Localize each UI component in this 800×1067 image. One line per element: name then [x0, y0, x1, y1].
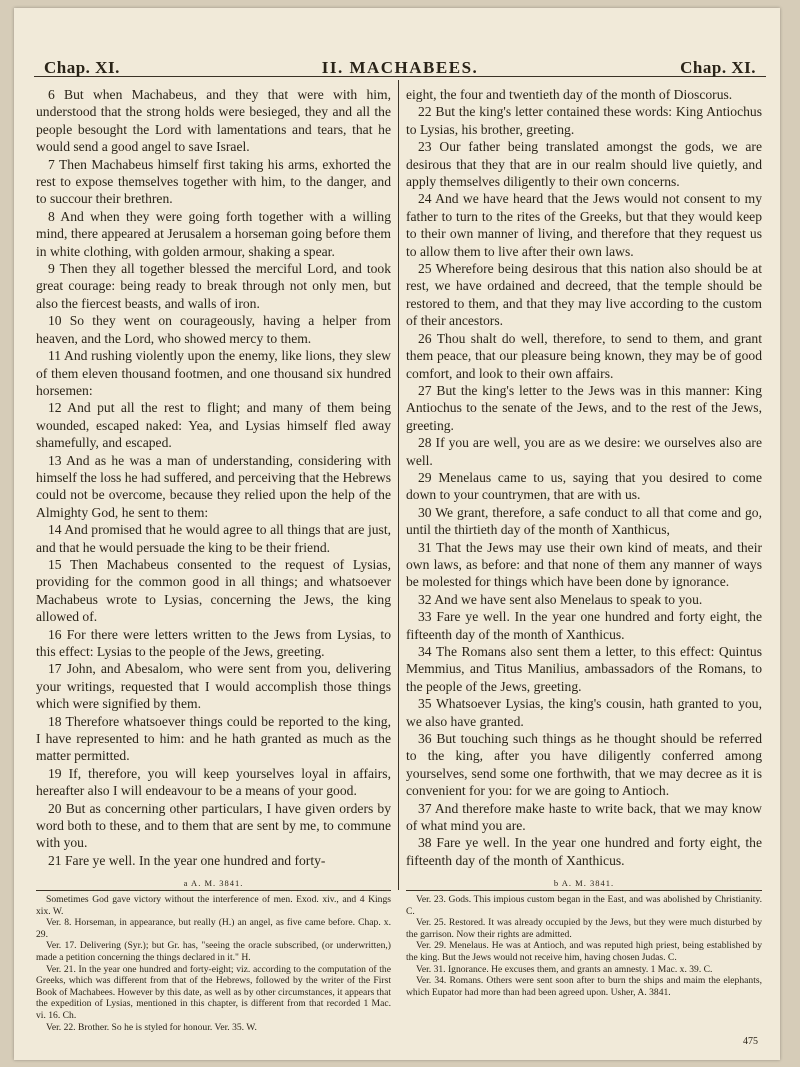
footnotes-right	[406, 894, 762, 998]
page-number: 475	[743, 1036, 758, 1047]
verse: 34 The Romans also sent them a letter, to this effect: Quintus Memmius, and Titus Manilius, ambassadors of the Romans, to the people of the Jews, greeting.	[406, 644, 762, 694]
verse: 11 And rushing violently upon the enemy, like lions, they slew of them eleven thousand footmen, and one thousand six hundred horsemen:	[36, 348, 391, 398]
verse: 27 But the king's letter to the Jews was in this manner: King Antiochus to the senate of the Jews, and to the rest of the Jews, greeting.	[406, 382, 762, 433]
book-page	[14, 8, 780, 1060]
column-divider	[398, 80, 399, 890]
footnote: Ver. 29. Menelaus. He was at Antioch, and was reputed high priest, being established by the king. But the Jews would not receive him, having chosen Judas. C.	[406, 940, 762, 963]
verse: 6 But when Machabeus, and they that were with him, understood that the strong holds were besieged, they and all the people besought the Lord with lamentations and tears, that he would send a good angel to save Israel.	[36, 87, 391, 155]
footnote: Sometimes God gave victory without the interference of men. Exod. xiv., and 4 Kings xix. W.	[36, 894, 391, 917]
verse: 25 Wherefore being desirous that this nation also should be at rest, we have ordained and decreed, that the temple should be restored to them, and that they may live according to the custom of their ancestors.	[406, 261, 762, 329]
chapter-label-right: Chap. XI.	[680, 58, 756, 77]
verse: 9 Then they all together blessed the merciful Lord, and took great courage: being ready to break through not only men, but also the fiercest beasts, and walls of iron.	[36, 261, 391, 311]
footnote-rule-left	[36, 890, 391, 891]
verse: 14 And promised that he would agree to all things that are just, and that he would persuade the king to be their friend.	[36, 522, 391, 555]
date-note-left: a A. M. 3841.	[183, 878, 244, 888]
verse: 33 Fare ye well. In the year one hundred and forty eight, the fifteenth day of the month of Xanthicus.	[406, 609, 762, 642]
running-header	[34, 46, 766, 77]
verse: 36 But touching such things as he thought should be referred to the king, after you have diligently conferred among yourselves, send some one forthwith, that we may decree as it is convenient for you: for we are going to Antioch.	[406, 731, 762, 799]
verse: 28 If you are well, you are as we desire: we ourselves also are well.	[406, 435, 762, 468]
footnote: Ver. 22. Brother. So he is styled for honour. Ver. 35. W.	[46, 1021, 257, 1033]
footnotes-left	[36, 894, 391, 1033]
footnote: Ver. 23. Gods. This impious custom began in the East, and was abolished by Christianity. C.	[406, 894, 762, 917]
footnote: Ver. 17. Delivering (Syr.); but Gr. has, "seeing the oracle subscribed, (or underwritten,) made a petition concerning the things declared in it." H.	[36, 940, 391, 963]
verse: 31 That the Jews may use their own kind of meats, and their own laws, as before: and that none of them any manner of ways be molested for things which have been done by ignorance.	[406, 539, 762, 590]
footnote: Ver. 25. Restored. It was already occupied by the Jews, but they were much disturbed by the garrison. Now their rights are admitted.	[406, 917, 762, 940]
date-note-right: b A. M. 3841.	[553, 878, 615, 888]
book-title: II. MACHABEES.	[321, 58, 479, 77]
verse: 8 And when they were going forth together with a willing mind, there appeared at Jerusalem a horseman going before them in white clothing, with golden armour, shaking a spear.	[36, 208, 391, 259]
footnote: Ver. 21. In the year one hundred and forty-eight; viz. according to the computation of the Greeks, which was different from that of the Hebrews, followed by the writer of the First Book of Machabees. However by this date, as well as by other circumstances, it appears that the expedition of Lysias, mentioned in this chapter, is different from that recorded 1 Mac. vi. 16. Ch.	[36, 963, 391, 1021]
verse: eight, the four and twentieth day of the month of Dioscorus.	[406, 87, 733, 102]
verse: 7 Then Machabeus himself first taking his arms, exhorted the rest to expose themselves together with him, to the danger, and to succour their brethren.	[36, 156, 391, 207]
verse: 16 For there were letters written to the Jews from Lysias, to this effect: Lysias to the people of the Jews, greeting.	[36, 626, 391, 659]
verse: 22 But the king's letter contained these words: King Antiochus to Lysias, his brother, greeting.	[406, 104, 762, 137]
verse: 29 Menelaus came to us, saying that you desired to come down to your countrymen, that are with us.	[406, 469, 762, 503]
verse: 38 Fare ye well. In the year one hundred and forty eight, the fifteenth day of the month of Xanthicus.	[406, 835, 762, 868]
left-column	[36, 86, 391, 886]
verse: 19 If, therefore, you will keep yourselves loyal in affairs, hereafter also I will endeavour to be a means of your good.	[36, 765, 391, 799]
verse: 26 Thou shalt do well, therefore, to send to them, and grant them peace, that our pleasure being known, they may be of good comfort, and look to their own affairs.	[406, 330, 762, 381]
chapter-label-left: Chap. XI.	[44, 58, 120, 77]
verse: 30 We grant, therefore, a safe conduct to all that come and go, until the thirtieth day of the month of Xanthicus,	[406, 504, 762, 538]
verse: 12 And put all the rest to flight; and many of them being wounded, escaped naked: Yea, and Lysias himself fled away shamefully, and escaped.	[36, 400, 391, 451]
verse: 15 Then Machabeus consented to the request of Lysias, providing for the common good in all things; and whatsoever Machabeus wrote to Lysias, concerning the Jews, the king allowed of.	[36, 556, 391, 625]
footnote: Ver. 34. Romans. Others were sent soon after to burn the ships and maim the elephants, which Eupator had more than had been agreed upon. Usher, A. 3841.	[406, 975, 762, 998]
verse: 18 Therefore whatsoever things could be reported to the king, I have represented to him: and he hath granted as much as the matter permitted.	[36, 713, 391, 764]
verse: 32 And we have sent also Menelaus to speak to you.	[418, 591, 703, 607]
verse: 23 Our father being translated amongst the gods, we are desirous that they that are in our realm should live quietly, and apply themselves diligently to their own concerns.	[406, 139, 762, 190]
verse: 21 Fare ye well. In the year one hundred and forty-	[48, 852, 326, 868]
verse: 17 John, and Abesalom, who were sent from you, delivering your writings, requested that I would accomplish those things which were signified by them.	[36, 661, 391, 712]
right-column	[406, 86, 762, 886]
footnote: Ver. 31. Ignorance. He excuses them, and grants an amnesty. 1 Mac. x. 39. C.	[416, 963, 713, 975]
verse: 37 And therefore make haste to write back, that we may know of what mind you are.	[406, 800, 762, 834]
verse: 13 And as he was a man of understanding, considering with himself the loss he had suffered, and perceiving that the Hebrews could not be overcome, because they relied upon the help of the Almighty God, he sent to them:	[36, 452, 391, 520]
footnote: Ver. 8. Horseman, in appearance, but really (H.) an angel, as five came before. Chap. x. 29.	[36, 917, 391, 940]
verse: 10 So they went on courageously, having a helper from heaven, and the Lord, who showed mercy to them.	[36, 313, 391, 346]
verse: 20 But as concerning other particulars, I have given orders by word both to these, and to them that are sent by me, to commune with you.	[36, 800, 391, 851]
verse: 24 And we have heard that the Jews would not consent to my father to turn to the rites of the Greeks, but that they would keep to their own manner of living, and therefore that they request us to allow them to live after their own laws.	[406, 191, 762, 259]
footnote-rule-right	[406, 890, 762, 891]
verse: 35 Whatsoever Lysias, the king's cousin, hath granted to you, we also have granted.	[406, 696, 762, 729]
